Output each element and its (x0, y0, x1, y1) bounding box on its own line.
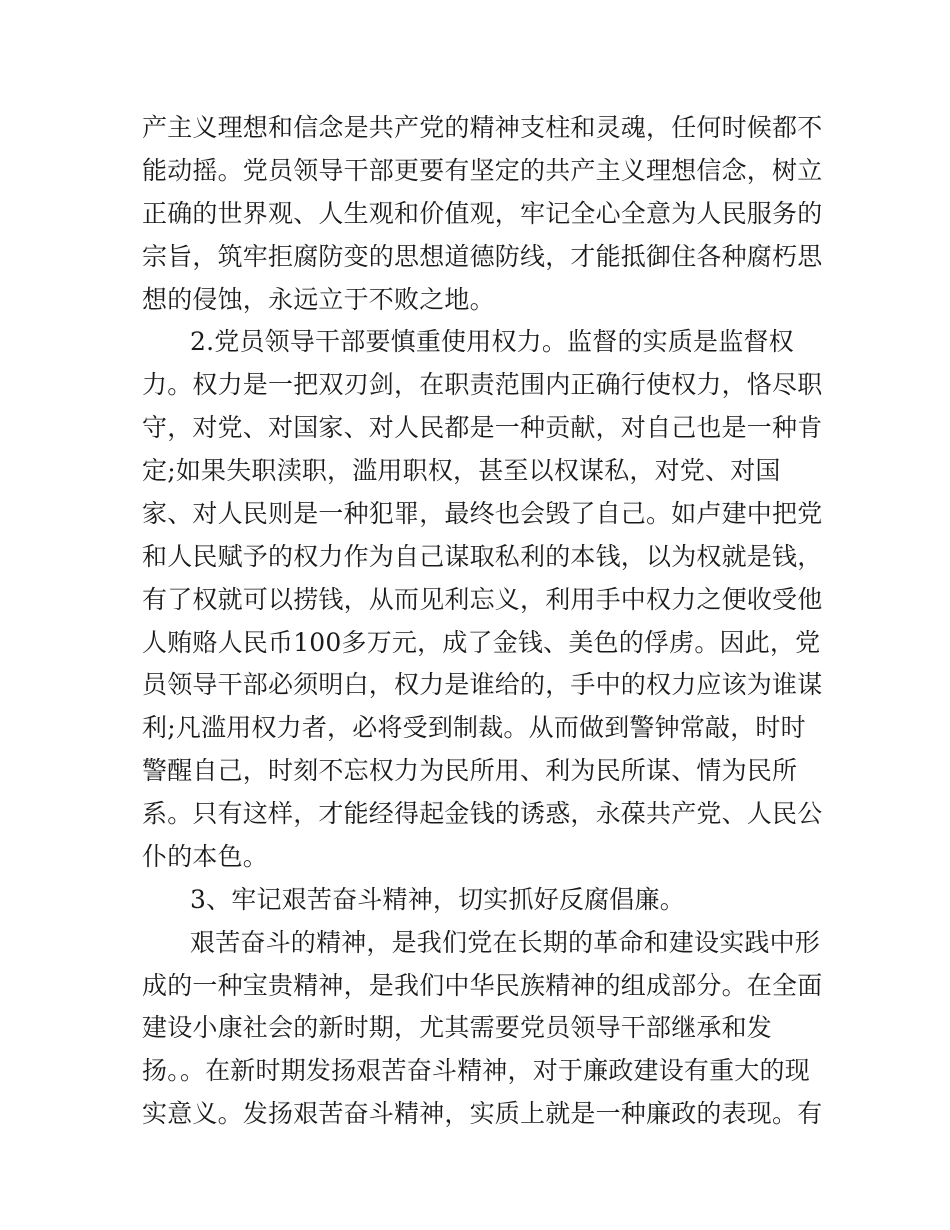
text-line: 利;凡滥用权力者，必将受到制裁。从而做到警钟常敲，时时 (142, 713, 806, 742)
text-line: 人贿赂人民币100多万元，成了金钱、美色的俘虏。因此，党 (142, 628, 821, 657)
section-heading: 3、牢记艰苦奋斗精神，切实抓好反腐倡廉。 (190, 885, 685, 914)
text-line: 扬。。在新时期发扬艰苦奋斗精神，对于廉政建设有重大的现 (142, 1056, 810, 1085)
paragraph-first-line: 艰苦奋斗的精神，是我们党在长期的革命和建设实践中形 (190, 928, 821, 957)
text-line: 正确的世界观、人生观和价值观，牢记全心全意为人民服务的 (142, 199, 823, 228)
text-line: 实意义。发扬艰苦奋斗精神，实质上就是一种廉政的表现。有 (142, 1099, 823, 1128)
text-line: 定;如果失职渎职，滥用职权，甚至以权谋私，对党、对国 (142, 456, 781, 485)
text-line: 有了权就可以捞钱，从而见利忘义，利用手中权力之便收受他 (142, 585, 823, 614)
text-line: 力。权力是一把双刃剑，在职责范围内正确行使权力，恪尽职 (142, 370, 823, 399)
text-line: 产主义理想和信念是共产党的精神支柱和灵魂，任何时候都不 (142, 113, 823, 142)
paragraph-first-line: 2.党员领导干部要慎重使用权力。监督的实质是监督权 (190, 327, 794, 356)
text-line: 仆的本色。 (142, 842, 269, 871)
text-line: 系。只有这样，才能经得起金钱的诱惑，永葆共产党、人民公 (142, 799, 823, 828)
text-line: 宗旨，筑牢拒腐防变的思想道德防线，才能抵御住各种腐朽思 (142, 242, 823, 271)
text-line: 成的一种宝贵精神，是我们中华民族精神的组成部分。在全面 (142, 971, 823, 1000)
text-line: 想的侵蚀，永远立于不败之地。 (142, 285, 495, 314)
text-line: 建设小康社会的新时期，尤其需要党员领导干部继承和发 (142, 1013, 773, 1042)
text-line: 员领导干部必须明白，权力是谁给的，手中的权力应该为谁谋 (142, 670, 823, 699)
text-line: 和人民赋予的权力作为自己谋取私利的本钱，以为权就是钱， (142, 542, 823, 571)
text-line: 守，对党、对国家、对人民都是一种贡献，对自己也是一种肯 (142, 413, 823, 442)
text-line: 警醒自己，时刻不忘权力为民所用、利为民所谋、情为民所 (142, 756, 798, 785)
text-line: 家、对人民则是一种犯罪，最终也会毁了自己。如卢建中把党 (142, 499, 823, 528)
text-line: 能动摇。党员领导干部更要有坚定的共产主义理想信念，树立 (142, 156, 823, 185)
